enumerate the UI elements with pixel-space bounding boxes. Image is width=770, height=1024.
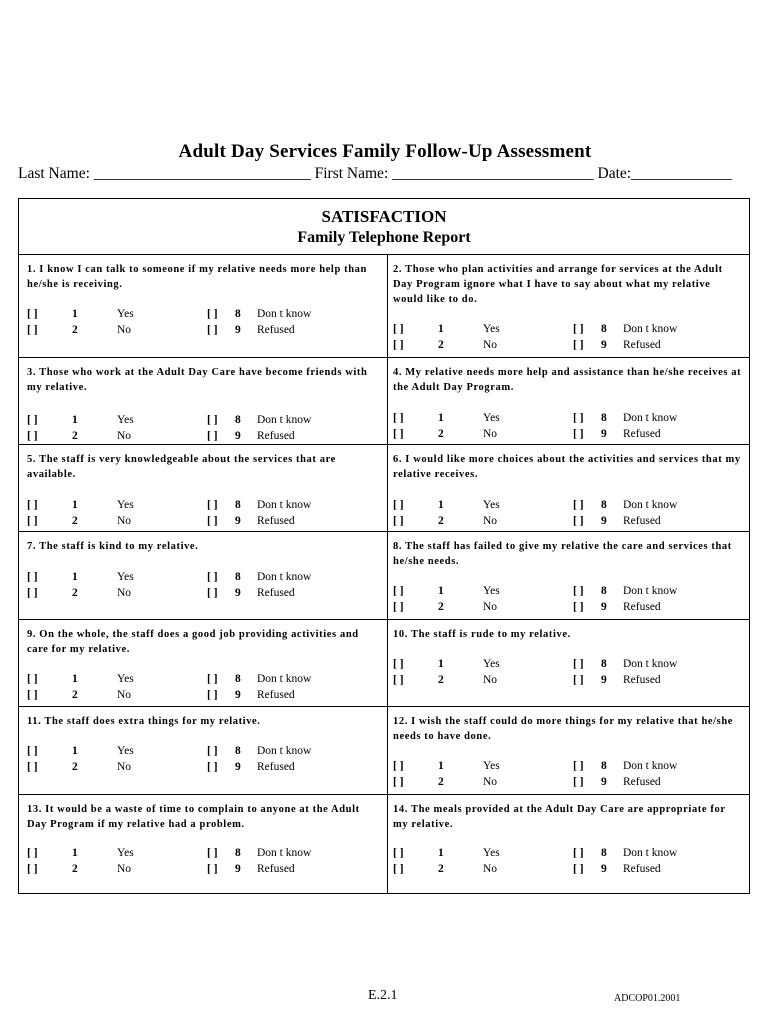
answer-code: 8 bbox=[235, 499, 241, 511]
answer-label: No bbox=[117, 586, 132, 599]
answer-label: Refused bbox=[623, 514, 661, 527]
section-subtitle: Family Telephone Report bbox=[297, 229, 471, 246]
row-divider bbox=[19, 357, 749, 358]
answer-label: No bbox=[483, 673, 498, 686]
answer-code: 9 bbox=[601, 862, 607, 875]
answer-checkbox-dont-know[interactable]: [ ] bbox=[207, 673, 218, 685]
section-title: SATISFACTION bbox=[321, 207, 447, 226]
answer-label: Don t know bbox=[623, 658, 678, 670]
question-14: 14. The meals provided at the Adult Day Care are appropriate for my relative. bbox=[393, 804, 726, 830]
answer-row bbox=[393, 427, 733, 442]
answer-code: 2 bbox=[438, 673, 444, 686]
question-11: 11. The staff does extra things for my relative. bbox=[27, 716, 261, 727]
answer-code: 9 bbox=[235, 862, 241, 875]
answer-label: Refused bbox=[623, 427, 661, 440]
answer-row bbox=[27, 413, 367, 428]
answer-code: 8 bbox=[601, 323, 607, 335]
answer-code: 8 bbox=[601, 499, 607, 511]
answer-row bbox=[27, 570, 367, 585]
answer-row bbox=[27, 862, 367, 877]
answer-label: Yes bbox=[117, 745, 134, 757]
question-10: 10. The staff is rude to my relative. bbox=[393, 629, 571, 640]
answer-checkbox-yes[interactable]: [ ] bbox=[393, 658, 404, 670]
answer-checkbox-no[interactable]: [ ] bbox=[393, 338, 404, 351]
answer-checkbox-yes[interactable]: [ ] bbox=[393, 847, 404, 859]
answer-code: 2 bbox=[72, 688, 78, 701]
answer-checkbox-yes[interactable]: [ ] bbox=[393, 323, 404, 335]
answer-row bbox=[27, 846, 367, 861]
answer-checkbox-refused[interactable]: [ ] bbox=[573, 514, 584, 527]
answer-code: 2 bbox=[438, 600, 444, 613]
answer-code: 1 bbox=[72, 308, 78, 320]
answer-label: Don t know bbox=[257, 847, 312, 859]
answer-code: 1 bbox=[438, 499, 444, 511]
answer-code: 1 bbox=[72, 745, 78, 757]
answer-label: No bbox=[117, 688, 132, 701]
answer-label: Refused bbox=[257, 760, 295, 773]
answer-label: Don t know bbox=[257, 308, 312, 320]
answer-label: Don t know bbox=[257, 745, 312, 757]
answer-code: 1 bbox=[72, 673, 78, 685]
answer-label: Refused bbox=[257, 688, 295, 701]
answer-label: Don t know bbox=[623, 585, 678, 597]
answer-label: No bbox=[483, 427, 498, 440]
answer-label: Refused bbox=[623, 338, 661, 351]
answer-row bbox=[393, 514, 733, 529]
form-code: ADCOP01.2001 bbox=[614, 993, 681, 1004]
answer-label: Yes bbox=[117, 847, 134, 859]
answer-label: No bbox=[483, 775, 498, 788]
answer-checkbox-dont-know[interactable]: [ ] bbox=[573, 585, 584, 597]
answer-checkbox-dont-know[interactable]: [ ] bbox=[573, 760, 584, 772]
answer-checkbox-dont-know[interactable]: [ ] bbox=[207, 499, 218, 511]
answer-checkbox-dont-know[interactable]: [ ] bbox=[573, 847, 584, 859]
answer-code: 1 bbox=[72, 414, 78, 426]
answer-code: 1 bbox=[72, 847, 78, 859]
answer-label: No bbox=[483, 514, 498, 527]
answer-checkbox-yes[interactable]: [ ] bbox=[27, 847, 38, 859]
answer-checkbox-yes[interactable]: [ ] bbox=[27, 308, 38, 320]
answer-row bbox=[27, 688, 367, 703]
answer-code: 9 bbox=[601, 775, 607, 788]
name-date-line: Last Name: ____________________________ First Name: __________________________ Date:_____________ bbox=[18, 165, 732, 182]
answer-row bbox=[393, 338, 733, 353]
answer-label: Yes bbox=[117, 571, 134, 583]
answer-row bbox=[27, 498, 367, 513]
answer-code: 1 bbox=[438, 412, 444, 424]
page-number: E.2.1 bbox=[368, 988, 398, 1003]
answer-code: 9 bbox=[601, 427, 607, 440]
answer-code: 2 bbox=[438, 775, 444, 788]
answer-label: Yes bbox=[117, 673, 134, 685]
answer-checkbox-refused[interactable]: [ ] bbox=[207, 323, 218, 336]
answer-code: 8 bbox=[235, 571, 241, 583]
answer-checkbox-yes[interactable]: [ ] bbox=[27, 499, 38, 511]
answer-label: No bbox=[483, 600, 498, 613]
question-4: 4. My relative needs more help and assistance than he/she receives at the Adult Day Program. bbox=[393, 367, 742, 393]
answer-code: 1 bbox=[438, 323, 444, 335]
answer-checkbox-no[interactable]: [ ] bbox=[27, 688, 38, 701]
answer-checkbox-dont-know[interactable]: [ ] bbox=[573, 658, 584, 670]
row-divider bbox=[19, 619, 749, 620]
answer-row bbox=[393, 673, 733, 688]
answer-label: Don t know bbox=[257, 571, 312, 583]
answer-label: No bbox=[117, 862, 132, 875]
answer-code: 2 bbox=[72, 323, 78, 336]
answer-checkbox-no[interactable]: [ ] bbox=[393, 673, 404, 686]
answer-label: Refused bbox=[257, 429, 295, 442]
answer-checkbox-dont-know[interactable]: [ ] bbox=[207, 745, 218, 757]
answer-label: Yes bbox=[117, 308, 134, 320]
answer-code: 8 bbox=[601, 412, 607, 424]
question-1: 1. I know I can talk to someone if my relative needs more help than he/she is receiving. bbox=[27, 264, 367, 290]
answer-label: Don t know bbox=[623, 412, 678, 424]
answer-checkbox-refused[interactable]: [ ] bbox=[573, 673, 584, 686]
question-13: 13. It would be a waste of time to complain to anyone at the Adult Day Program if my relative had a problem. bbox=[27, 804, 360, 830]
answer-code: 8 bbox=[601, 847, 607, 859]
answer-checkbox-refused[interactable]: [ ] bbox=[573, 775, 584, 788]
row-divider bbox=[19, 444, 749, 445]
answer-row bbox=[27, 586, 367, 601]
answer-checkbox-yes[interactable]: [ ] bbox=[393, 412, 404, 424]
answer-code: 8 bbox=[601, 658, 607, 670]
answer-code: 8 bbox=[235, 414, 241, 426]
answer-code: 8 bbox=[235, 308, 241, 320]
answer-label: Don t know bbox=[257, 499, 312, 511]
answer-label: Refused bbox=[623, 862, 661, 875]
question-6: 6. I would like more choices about the activities and services that my relative receives. bbox=[393, 454, 741, 480]
answer-code: 8 bbox=[235, 745, 241, 757]
answer-label: Yes bbox=[117, 414, 134, 426]
answer-checkbox-refused[interactable]: [ ] bbox=[573, 427, 584, 440]
answer-label: Refused bbox=[623, 600, 661, 613]
section-header bbox=[19, 199, 749, 255]
answer-label: No bbox=[117, 760, 132, 773]
answer-row bbox=[393, 759, 733, 774]
answer-checkbox-dont-know[interactable]: [ ] bbox=[207, 414, 218, 426]
question-5: 5. The staff is very knowledgeable about the services that are available. bbox=[27, 454, 336, 480]
answer-checkbox-refused[interactable]: [ ] bbox=[573, 338, 584, 351]
answer-checkbox-no[interactable]: [ ] bbox=[27, 323, 38, 336]
answer-row bbox=[27, 429, 367, 444]
answer-label: Don t know bbox=[623, 323, 678, 335]
answer-checkbox-no[interactable]: [ ] bbox=[393, 862, 404, 875]
answer-checkbox-no[interactable]: [ ] bbox=[27, 429, 38, 442]
answer-label: Don t know bbox=[623, 499, 678, 511]
answer-row bbox=[27, 514, 367, 529]
answer-label: Yes bbox=[483, 760, 500, 772]
answer-code: 9 bbox=[601, 673, 607, 686]
answer-code: 2 bbox=[72, 760, 78, 773]
answer-code: 2 bbox=[72, 514, 78, 527]
question-3: 3. Those who work at the Adult Day Care have become friends with my relative. bbox=[27, 367, 368, 393]
answer-code: 1 bbox=[72, 499, 78, 511]
answer-checkbox-dont-know[interactable]: [ ] bbox=[207, 847, 218, 859]
answer-row bbox=[393, 600, 733, 615]
answer-code: 8 bbox=[235, 673, 241, 685]
question-9: 9. On the whole, the staff does a good job providing activities and care for my relative. bbox=[27, 629, 359, 655]
answer-row bbox=[393, 846, 733, 861]
answer-checkbox-yes[interactable]: [ ] bbox=[27, 745, 38, 757]
answer-code: 9 bbox=[235, 760, 241, 773]
answer-label: Refused bbox=[623, 673, 661, 686]
answer-checkbox-dont-know[interactable]: [ ] bbox=[207, 308, 218, 320]
answer-row bbox=[393, 775, 733, 790]
form-title: Adult Day Services Family Follow-Up Assessment bbox=[178, 141, 592, 162]
answer-checkbox-refused[interactable]: [ ] bbox=[207, 688, 218, 701]
answer-code: 2 bbox=[72, 586, 78, 599]
answer-row bbox=[27, 744, 367, 759]
answer-label: Don t know bbox=[623, 847, 678, 859]
answer-checkbox-no[interactable]: [ ] bbox=[27, 514, 38, 527]
answer-label: No bbox=[117, 429, 132, 442]
answer-label: No bbox=[117, 323, 132, 336]
column-divider bbox=[387, 254, 388, 893]
answer-checkbox-refused[interactable]: [ ] bbox=[207, 862, 218, 875]
answer-row bbox=[27, 672, 367, 687]
answer-label: Don t know bbox=[623, 760, 678, 772]
row-divider bbox=[19, 531, 749, 532]
answer-checkbox-yes[interactable]: [ ] bbox=[393, 760, 404, 772]
answer-label: Yes bbox=[483, 847, 500, 859]
answer-checkbox-refused[interactable]: [ ] bbox=[207, 429, 218, 442]
answer-code: 2 bbox=[72, 429, 78, 442]
question-2: 2. Those who plan activities and arrange for services at the Adult Day Program ignore what I have to say about what my relative would like to do. bbox=[393, 264, 723, 305]
answer-checkbox-dont-know[interactable]: [ ] bbox=[207, 571, 218, 583]
answer-checkbox-refused[interactable]: [ ] bbox=[207, 514, 218, 527]
answer-row bbox=[393, 322, 733, 337]
answer-label: Refused bbox=[257, 586, 295, 599]
answer-code: 8 bbox=[601, 585, 607, 597]
answer-label: No bbox=[483, 862, 498, 875]
answer-code: 8 bbox=[601, 760, 607, 772]
answer-row bbox=[27, 307, 367, 322]
answer-code: 9 bbox=[235, 688, 241, 701]
answer-label: Don t know bbox=[257, 414, 312, 426]
answer-row bbox=[27, 323, 367, 338]
answer-code: 9 bbox=[235, 323, 241, 336]
answer-checkbox-yes[interactable]: [ ] bbox=[393, 499, 404, 511]
answer-checkbox-no[interactable]: [ ] bbox=[27, 586, 38, 599]
satisfaction-section bbox=[18, 198, 750, 894]
answer-label: Refused bbox=[623, 775, 661, 788]
answer-checkbox-yes[interactable]: [ ] bbox=[27, 414, 38, 426]
answer-checkbox-refused[interactable]: [ ] bbox=[207, 760, 218, 773]
answer-code: 2 bbox=[438, 338, 444, 351]
answer-checkbox-refused[interactable]: [ ] bbox=[207, 586, 218, 599]
answer-code: 9 bbox=[601, 514, 607, 527]
answer-label: Yes bbox=[483, 585, 500, 597]
answer-code: 9 bbox=[235, 429, 241, 442]
answer-label: Refused bbox=[257, 514, 295, 527]
answer-checkbox-yes[interactable]: [ ] bbox=[393, 585, 404, 597]
answer-checkbox-refused[interactable]: [ ] bbox=[573, 600, 584, 613]
answer-label: Refused bbox=[257, 323, 295, 336]
answer-code: 1 bbox=[72, 571, 78, 583]
answer-code: 1 bbox=[438, 760, 444, 772]
answer-label: Yes bbox=[483, 499, 500, 511]
answer-label: Don t know bbox=[257, 673, 312, 685]
answer-checkbox-yes[interactable]: [ ] bbox=[27, 673, 38, 685]
row-divider bbox=[19, 706, 749, 707]
answer-checkbox-no[interactable]: [ ] bbox=[393, 427, 404, 440]
question-8: 8. The staff has failed to give my relative the care and services that he/she needs. bbox=[393, 541, 732, 567]
answer-label: No bbox=[117, 514, 132, 527]
answer-checkbox-refused[interactable]: [ ] bbox=[573, 862, 584, 875]
answer-checkbox-dont-know[interactable]: [ ] bbox=[573, 323, 584, 335]
answer-label: Yes bbox=[117, 499, 134, 511]
answer-row bbox=[393, 862, 733, 877]
answer-row bbox=[393, 657, 733, 672]
answer-checkbox-no[interactable]: [ ] bbox=[393, 600, 404, 613]
answer-code: 9 bbox=[601, 600, 607, 613]
answer-label: No bbox=[483, 338, 498, 351]
answer-code: 2 bbox=[438, 427, 444, 440]
answer-row bbox=[393, 584, 733, 599]
answer-checkbox-no[interactable]: [ ] bbox=[27, 862, 38, 875]
question-7: 7. The staff is kind to my relative. bbox=[27, 541, 199, 552]
answer-code: 1 bbox=[438, 658, 444, 670]
answer-label: Yes bbox=[483, 658, 500, 670]
answer-checkbox-dont-know[interactable]: [ ] bbox=[573, 412, 584, 424]
answer-code: 2 bbox=[438, 514, 444, 527]
answer-row bbox=[393, 498, 733, 513]
answer-code: 1 bbox=[438, 585, 444, 597]
answer-checkbox-no[interactable]: [ ] bbox=[393, 514, 404, 527]
question-12: 12. I wish the staff could do more things for my relative that he/she needs to have done. bbox=[393, 716, 734, 742]
answer-label: Yes bbox=[483, 412, 500, 424]
answer-code: 8 bbox=[235, 847, 241, 859]
answer-row bbox=[393, 411, 733, 426]
answer-code: 2 bbox=[72, 862, 78, 875]
row-divider bbox=[19, 794, 749, 795]
answer-label: Refused bbox=[257, 862, 295, 875]
answer-checkbox-no[interactable]: [ ] bbox=[27, 760, 38, 773]
answer-code: 9 bbox=[235, 514, 241, 527]
answer-code: 9 bbox=[601, 338, 607, 351]
answer-checkbox-dont-know[interactable]: [ ] bbox=[573, 499, 584, 511]
answer-checkbox-yes[interactable]: [ ] bbox=[27, 571, 38, 583]
answer-label: Yes bbox=[483, 323, 500, 335]
answer-code: 9 bbox=[235, 586, 241, 599]
answer-row bbox=[27, 760, 367, 775]
answer-code: 1 bbox=[438, 847, 444, 859]
answer-checkbox-no[interactable]: [ ] bbox=[393, 775, 404, 788]
answer-code: 2 bbox=[438, 862, 444, 875]
